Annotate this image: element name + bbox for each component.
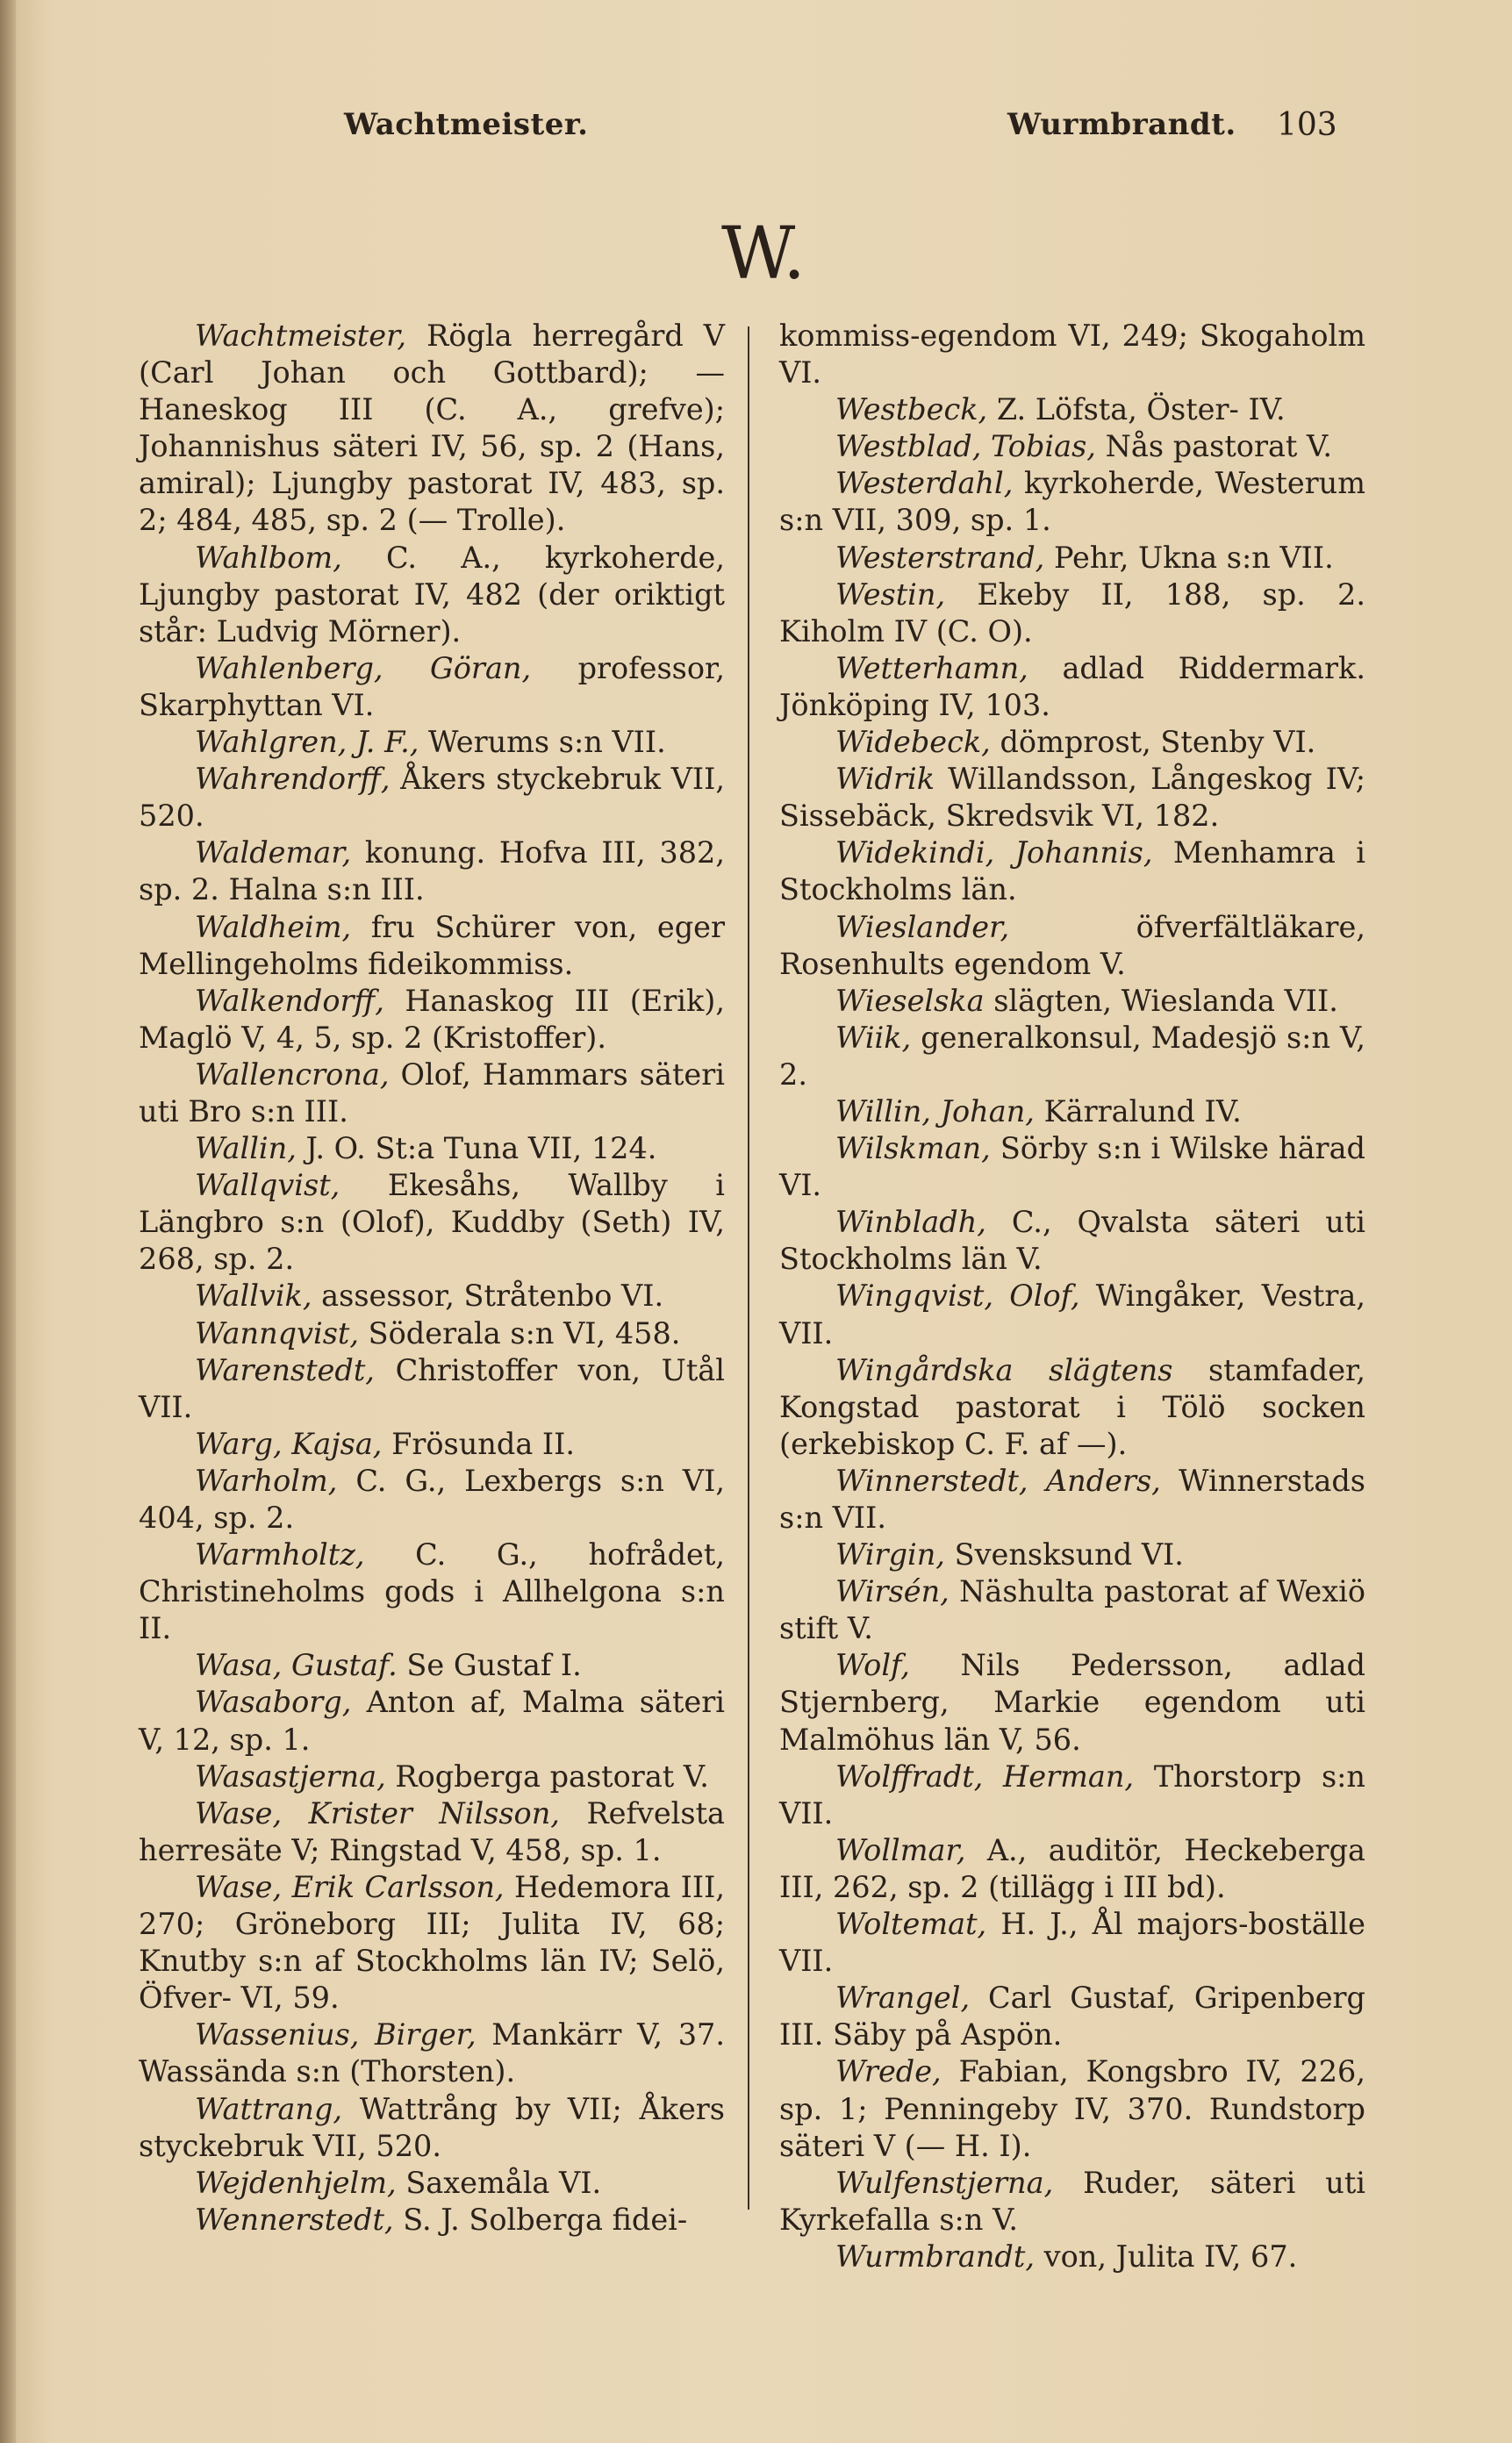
index-entry — [779, 540, 1365, 577]
index-entry — [779, 318, 1365, 391]
entry-text: Menhamra i Stockholms län. — [779, 835, 1365, 907]
entry-headword: Wachtmeister, — [195, 319, 407, 353]
entry-text: Frösunda II. — [382, 1426, 576, 1461]
entry-headword: Widrik — [835, 762, 935, 797]
entry-headword: Woltemat, — [835, 1907, 987, 1942]
entry-text: Rögla herregård V (Carl Johan och Gottbard); — Haneskog III (C. A., grefve); Johannishus säteri IV, 56, sp. 2 (Hans, amiral); Ljungby pastorat IV, 483, sp. 2; 484, 485, sp. 2 (— Trolle). — [139, 319, 725, 538]
entry-headword: Wurmbrandt, — [835, 2239, 1035, 2274]
index-entry — [139, 983, 725, 1057]
entry-text: Ekeby II, 188, sp. 2. Kiholm IV (C. O). — [779, 577, 1365, 648]
index-entry — [139, 1795, 725, 1869]
index-entry — [779, 2165, 1365, 2239]
entry-text: Ekesåhs, Wallby i Längbro s:n (Olof), Kuddby (Seth) IV, 268, sp. 2. — [139, 1168, 725, 1277]
index-entry — [779, 2239, 1365, 2275]
index-entry — [139, 1647, 725, 1684]
entry-headword: Wennerstedt, — [195, 2202, 394, 2237]
index-entry — [779, 650, 1365, 724]
index-entry — [779, 1352, 1365, 1463]
left-column — [139, 318, 725, 2239]
entry-headword: Wasaborg, — [195, 1685, 352, 1720]
entry-text: C. A., kyrkoherde, Ljungby pastorat IV, 482 (der oriktigt står: Ludvig Mörner). — [139, 540, 725, 648]
entry-headword: Wahlenberg, Göran, — [195, 650, 532, 685]
entry-text: A., auditör, Heckeberga III, 262, sp. 2 (tillägg i III bd). — [779, 1832, 1365, 1904]
index-entry — [139, 1352, 725, 1426]
index-entry — [139, 1463, 725, 1537]
entry-text: C., Qvalsta säteri uti Stockholms län V. — [779, 1205, 1365, 1277]
index-entry — [779, 1463, 1365, 1537]
section-letter: W. — [721, 212, 806, 296]
entry-headword: Wahlgren, J. F., — [195, 725, 419, 760]
index-entry — [139, 318, 725, 540]
index-entry — [779, 761, 1365, 835]
entry-text: Nils Pedersson, adlad Stjernberg, Markie egendom uti Malmöhus län V, 56. — [779, 1648, 1365, 1757]
index-entry — [139, 1057, 725, 1130]
entry-text: Nås pastorat V. — [1095, 429, 1333, 464]
entry-text: Hanaskog III (Erik), Maglö V, 4, 5, sp. 2 (Kristoffer). — [139, 983, 725, 1055]
entry-text: Åkers styckebruk VII, 520. — [139, 762, 725, 834]
right-column — [779, 318, 1365, 2275]
index-entry — [779, 1130, 1365, 1204]
index-entry — [779, 835, 1365, 908]
index-entry — [779, 1759, 1365, 1832]
index-entry — [139, 650, 725, 724]
entry-headword: Wiik, — [835, 1020, 912, 1055]
index-entry — [139, 1315, 725, 1352]
entry-text: Rogberga pastorat V. — [385, 1759, 709, 1794]
entry-headword: Warmholtz, — [195, 1537, 365, 1573]
entry-text: kyrkoherde, Westerum s:n VII, 309, sp. 1. — [779, 466, 1365, 538]
entry-headword: Wase, Erik Carlsson, — [195, 1869, 505, 1904]
entry-headword: Wase, Krister Nilsson, — [195, 1795, 560, 1830]
entry-text: Pehr, Ukna s:n VII. — [1044, 540, 1334, 575]
entry-headword: Wannqvist, — [195, 1315, 360, 1350]
entry-headword: Wollmar, — [835, 1832, 966, 1867]
index-entry — [779, 983, 1365, 1020]
entry-headword: Westbeck, — [835, 392, 988, 427]
entry-headword: Wulfenstjerna, — [835, 2165, 1054, 2200]
entry-text: Anton af, Malma säteri V, 12, sp. 1. — [139, 1685, 725, 1757]
entry-text: Z. Löfsta, Öster- IV. — [987, 392, 1286, 427]
entry-text: Hedemora III, 270; Gröneborg III; Julita IV, 68; Knutby s:n af Stockholms län IV; Selö, Öfver- VI, 59. — [139, 1869, 725, 2016]
entry-text: Winnerstads s:n VII. — [779, 1463, 1365, 1535]
index-entry — [139, 540, 725, 650]
entry-headword: Wassenius, Birger, — [195, 2017, 477, 2053]
entry-headword: Wolf, — [835, 1648, 910, 1683]
entry-text: konung. Hofva III, 382, sp. 2. Halna s:n III. — [139, 835, 725, 907]
index-entry — [779, 1906, 1365, 1980]
index-entry — [779, 1020, 1365, 1093]
entry-text: Wingåker, Vestra, VII. — [779, 1279, 1365, 1350]
index-entry — [139, 1537, 725, 1647]
entry-headword: Waldemar, — [195, 835, 352, 870]
entry-text: Carl Gustaf, Gripenberg III. Säby på Aspön. — [779, 1981, 1365, 2053]
entry-text: generalkonsul, Madesjö s:n V, 2. — [779, 1020, 1365, 1092]
entry-headword: Wahrendorff, — [195, 762, 391, 797]
entry-text: von, Julita IV, 67. — [1035, 2239, 1298, 2274]
entry-text: stamfader, Kongstad pastorat i Tölö socken (erkebiskop C. F. af —). — [779, 1352, 1366, 1461]
index-entry — [139, 2165, 725, 2202]
entry-text: Kärralund IV. — [1034, 1093, 1242, 1128]
entry-text: Werums s:n VII. — [419, 725, 666, 760]
entry-headword: Wirsén, — [835, 1574, 949, 1609]
entry-text: Christoffer von, Utål VII. — [139, 1352, 725, 1424]
entry-headword: Winnerstedt, Anders, — [835, 1463, 1161, 1498]
entry-headword: Wattrang, — [195, 2091, 343, 2126]
entry-headword: Westblad, Tobias, — [835, 429, 1096, 464]
entry-headword: Wetterhamn, — [835, 650, 1028, 685]
entry-text: kommiss-egendom VI, 249; Skogaholm VI. — [779, 319, 1365, 390]
entry-headword: Wieselska — [835, 983, 985, 1018]
entry-text: slägten, Wieslanda VII. — [984, 983, 1338, 1018]
entry-text: Svensksund VI. — [944, 1537, 1184, 1573]
entry-text: Söderala s:n VI, 458. — [359, 1315, 681, 1350]
page-number: 103 — [1277, 107, 1337, 143]
index-entry — [779, 465, 1365, 539]
entry-headword: Wallencrona, — [195, 1057, 390, 1092]
index-entry — [779, 1573, 1365, 1647]
entry-text: Mankärr V, 37. Wassända s:n (Thorsten). — [139, 2017, 726, 2089]
index-entry — [139, 2017, 725, 2090]
entry-headword: Wallqvist, — [195, 1168, 340, 1203]
entry-headword: Westin, — [835, 577, 946, 612]
entry-headword: Wrangel, — [835, 1981, 971, 2016]
entry-headword: Wirgin, — [835, 1537, 945, 1573]
entry-headword: Westerdahl, — [835, 466, 1014, 501]
entry-headword: Winbladh, — [835, 1205, 986, 1240]
index-entry — [779, 391, 1365, 428]
entry-headword: Wallin, — [195, 1131, 297, 1166]
index-entry — [139, 1130, 725, 1167]
entry-headword: Wrede, — [835, 2054, 942, 2089]
entry-text: Willandsson, Långeskog IV; Sissebäck, Skredsvik VI, 182. — [779, 762, 1365, 834]
entry-headword: Willin, Johan, — [835, 1093, 1035, 1128]
entry-text: Saxemåla VI. — [396, 2165, 602, 2200]
index-entry — [139, 1278, 725, 1315]
index-entry — [139, 909, 725, 983]
entry-headword: Wallvik, — [195, 1279, 312, 1314]
entry-headword: Warholm, — [195, 1463, 338, 1498]
entry-headword: Walkendorff, — [195, 983, 384, 1018]
entry-headword: Wejdenhjelm, — [195, 2165, 397, 2200]
index-entry — [139, 1759, 725, 1795]
index-entry — [139, 2202, 725, 2239]
entry-text: fru Schürer von, eger Mellingeholms fideikommiss. — [139, 909, 725, 981]
entry-headword: Widekindi, Johannis, — [835, 835, 1153, 870]
entry-text: H. J., Ål majors-boställe VII. — [779, 1907, 1365, 1979]
entry-text: Sörby s:n i Wilske härad VI. — [779, 1131, 1365, 1203]
entry-headword: Wolffradt, Herman, — [835, 1759, 1135, 1794]
index-entry — [779, 1537, 1365, 1573]
index-entry — [779, 1204, 1365, 1278]
entry-text: professor, Skarphyttan VI. — [139, 650, 725, 722]
running-head-right: Wurmbrandt. — [1007, 107, 1236, 142]
entry-headword: Wasastjerna, — [195, 1759, 386, 1794]
entry-headword: Wilskman, — [835, 1131, 991, 1166]
entry-headword: Wingårdska slägtens — [835, 1352, 1173, 1387]
running-head-left: Wachtmeister. — [344, 107, 589, 142]
index-entry — [139, 1167, 725, 1278]
entry-text: Fabian, Kongsbro IV, 226, sp. 1; Penningeby IV, 370. Rundstorp säteri V (— H. I). — [779, 2054, 1365, 2163]
index-entry — [139, 1684, 725, 1758]
index-entry — [139, 724, 725, 761]
entry-text: S. J. Solberga fidei- — [393, 2202, 688, 2237]
index-entry — [779, 1832, 1365, 1906]
entry-text: C. G., hofrådet, Christineholms gods i Allhelgona s:n II. — [139, 1537, 725, 1646]
column-divider — [748, 326, 749, 2210]
entry-text: Refvelsta herresäte V; Ringstad V, 458, sp. 1. — [139, 1795, 725, 1867]
entry-text: C. G., Lexbergs s:n VI, 404, sp. 2. — [139, 1463, 725, 1535]
entry-headword: Wingqvist, Olof, — [835, 1279, 1080, 1314]
entry-text: öfverfältläkare, Rosenhults egendom V. — [779, 909, 1365, 981]
entry-text: dömprost, Stenby VI. — [990, 725, 1316, 760]
entry-text: Ruder, säteri uti Kyrkefalla s:n V. — [779, 2165, 1365, 2237]
entry-headword: Westerstrand, — [835, 540, 1045, 575]
index-entry — [779, 1980, 1365, 2053]
entry-text: Se Gustaf I. — [397, 1648, 582, 1683]
index-entry — [139, 835, 725, 908]
index-entry — [139, 2091, 725, 2165]
entry-headword: Warg, Kajsa, — [195, 1426, 383, 1461]
entry-headword: Waldheim, — [195, 909, 352, 944]
index-entry — [779, 909, 1365, 983]
index-entry — [139, 761, 725, 835]
entry-text: J. O. St:a Tuna VII, 124. — [296, 1131, 657, 1166]
entry-text: assessor, Stråtenbo VI. — [312, 1279, 664, 1314]
entry-headword: Widebeck, — [835, 725, 991, 760]
index-entry — [779, 1093, 1365, 1130]
entry-headword: Warenstedt, — [195, 1352, 375, 1387]
entry-headword: Wahlbom, — [195, 540, 342, 575]
index-entry — [779, 428, 1365, 465]
index-entry — [779, 2053, 1365, 2164]
entry-text: Olof, Hammars säteri uti Bro s:n III. — [139, 1057, 725, 1128]
index-entry — [779, 1278, 1365, 1351]
entry-headword: Wieslander, — [835, 909, 1010, 944]
entry-headword: Wasa, Gustaf. — [195, 1648, 398, 1683]
index-entry — [139, 1426, 725, 1463]
index-entry — [779, 724, 1365, 761]
index-entry — [139, 1869, 725, 2017]
entry-text: Thorstorp s:n VII. — [779, 1759, 1365, 1830]
index-entry — [779, 577, 1365, 650]
index-entry — [779, 1647, 1365, 1758]
entry-text: Wattrång by VII; Åkers styckebruk VII, 520. — [139, 2091, 725, 2163]
entry-text: adlad Riddermark. Jönköping IV, 103. — [779, 650, 1365, 722]
entry-text: Näshulta pastorat af Wexiö stift V. — [779, 1574, 1365, 1646]
page-binding-edge — [0, 0, 16, 2443]
